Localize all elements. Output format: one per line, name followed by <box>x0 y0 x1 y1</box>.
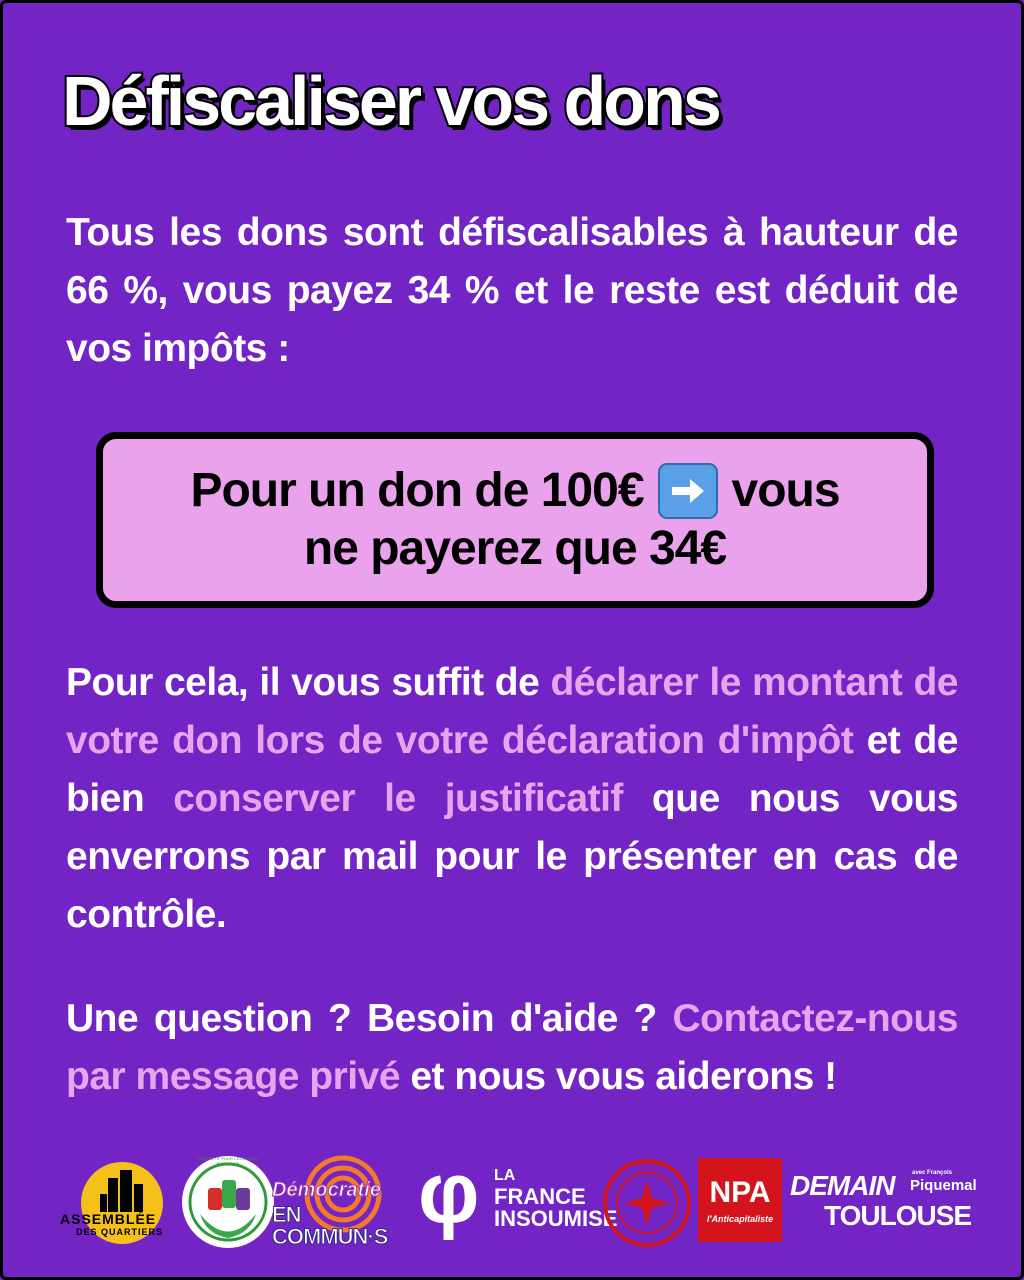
assemblee-line1: ASSEMBLÉE <box>60 1211 157 1227</box>
lfi-phi-icon: φ <box>418 1145 480 1241</box>
instructions-highlight-declare: déclarer le montant de votre don lors de votre déclaration d'impôt <box>66 661 958 762</box>
logo-collectif-ecologie <box>180 1154 276 1250</box>
instructions-text-2: et de bien <box>66 719 958 820</box>
contact-text-1: Une question ? Besoin d'aide ? <box>66 997 673 1040</box>
page-title: Défiscaliser vos dons <box>62 62 719 140</box>
instructions-highlight-keep: conserver le justificatif <box>173 777 623 820</box>
democratie-line1: Démocratie <box>272 1179 381 1201</box>
logo-npa <box>698 1158 782 1242</box>
demain-small: avec François <box>912 1170 953 1176</box>
highlight-text-after: vous <box>731 464 840 517</box>
highlight-text-before: Pour un don de 100€ <box>190 464 644 517</box>
instructions-text-3: que nous vous enverrons par mail pour le présenter en cas de contrôle. <box>66 777 958 936</box>
demain-line1: DEMAIN <box>790 1170 895 1201</box>
partner-logos <box>60 1145 977 1250</box>
intro-paragraph: Tous les dons sont défiscalisables à hauteur de 66 %, vous payez 34 % et le reste est déduit de vos impôts : <box>66 211 958 370</box>
demain-name: Piquemal <box>910 1177 977 1194</box>
toulouse-ring-text: TOUS POUR TOULOUSE · OCCITANIE <box>622 1162 672 1172</box>
logo-demain-toulouse <box>790 1166 977 1236</box>
npa-sub: l'Anticapitaliste <box>706 1214 774 1224</box>
contact-paragraph <box>66 990 958 1106</box>
collectif-ring-text: COLLECTIF POUR L'ÉCOLOGIE POPULAIRE <box>198 1156 258 1166</box>
npa-name: NPA <box>709 1176 771 1209</box>
logo-tous-pour-toulouse <box>602 1158 692 1248</box>
instructions-paragraph <box>66 654 958 944</box>
collectif-fists-icon <box>180 1154 276 1250</box>
logo-assemblee-des-quartiers <box>60 1160 176 1246</box>
democratie-line2: EN COMMUN·S <box>272 1202 388 1249</box>
logo-democratie-en-communs <box>272 1152 412 1248</box>
highlight-box <box>96 432 934 608</box>
logo-la-france-insoumise <box>418 1145 618 1248</box>
highlight-line-1 <box>190 462 839 520</box>
lfi-line3: INSOUMISE <box>494 1206 618 1231</box>
right-arrow-icon <box>658 463 718 519</box>
instructions-text-1: Pour cela, il vous suffit de <box>66 661 551 704</box>
contact-text-2: et nous vous aiderons ! <box>400 1055 837 1098</box>
contact-highlight: Contactez-nous par message privé <box>66 997 958 1098</box>
lfi-line1: LA <box>494 1167 516 1184</box>
lfi-line2: FRANCE <box>494 1184 586 1209</box>
demain-line2: TOULOUSE <box>824 1200 972 1231</box>
assemblee-line2: DES QUARTIERS <box>76 1227 164 1237</box>
highlight-line-2: ne payerez que 34€ <box>303 522 727 575</box>
